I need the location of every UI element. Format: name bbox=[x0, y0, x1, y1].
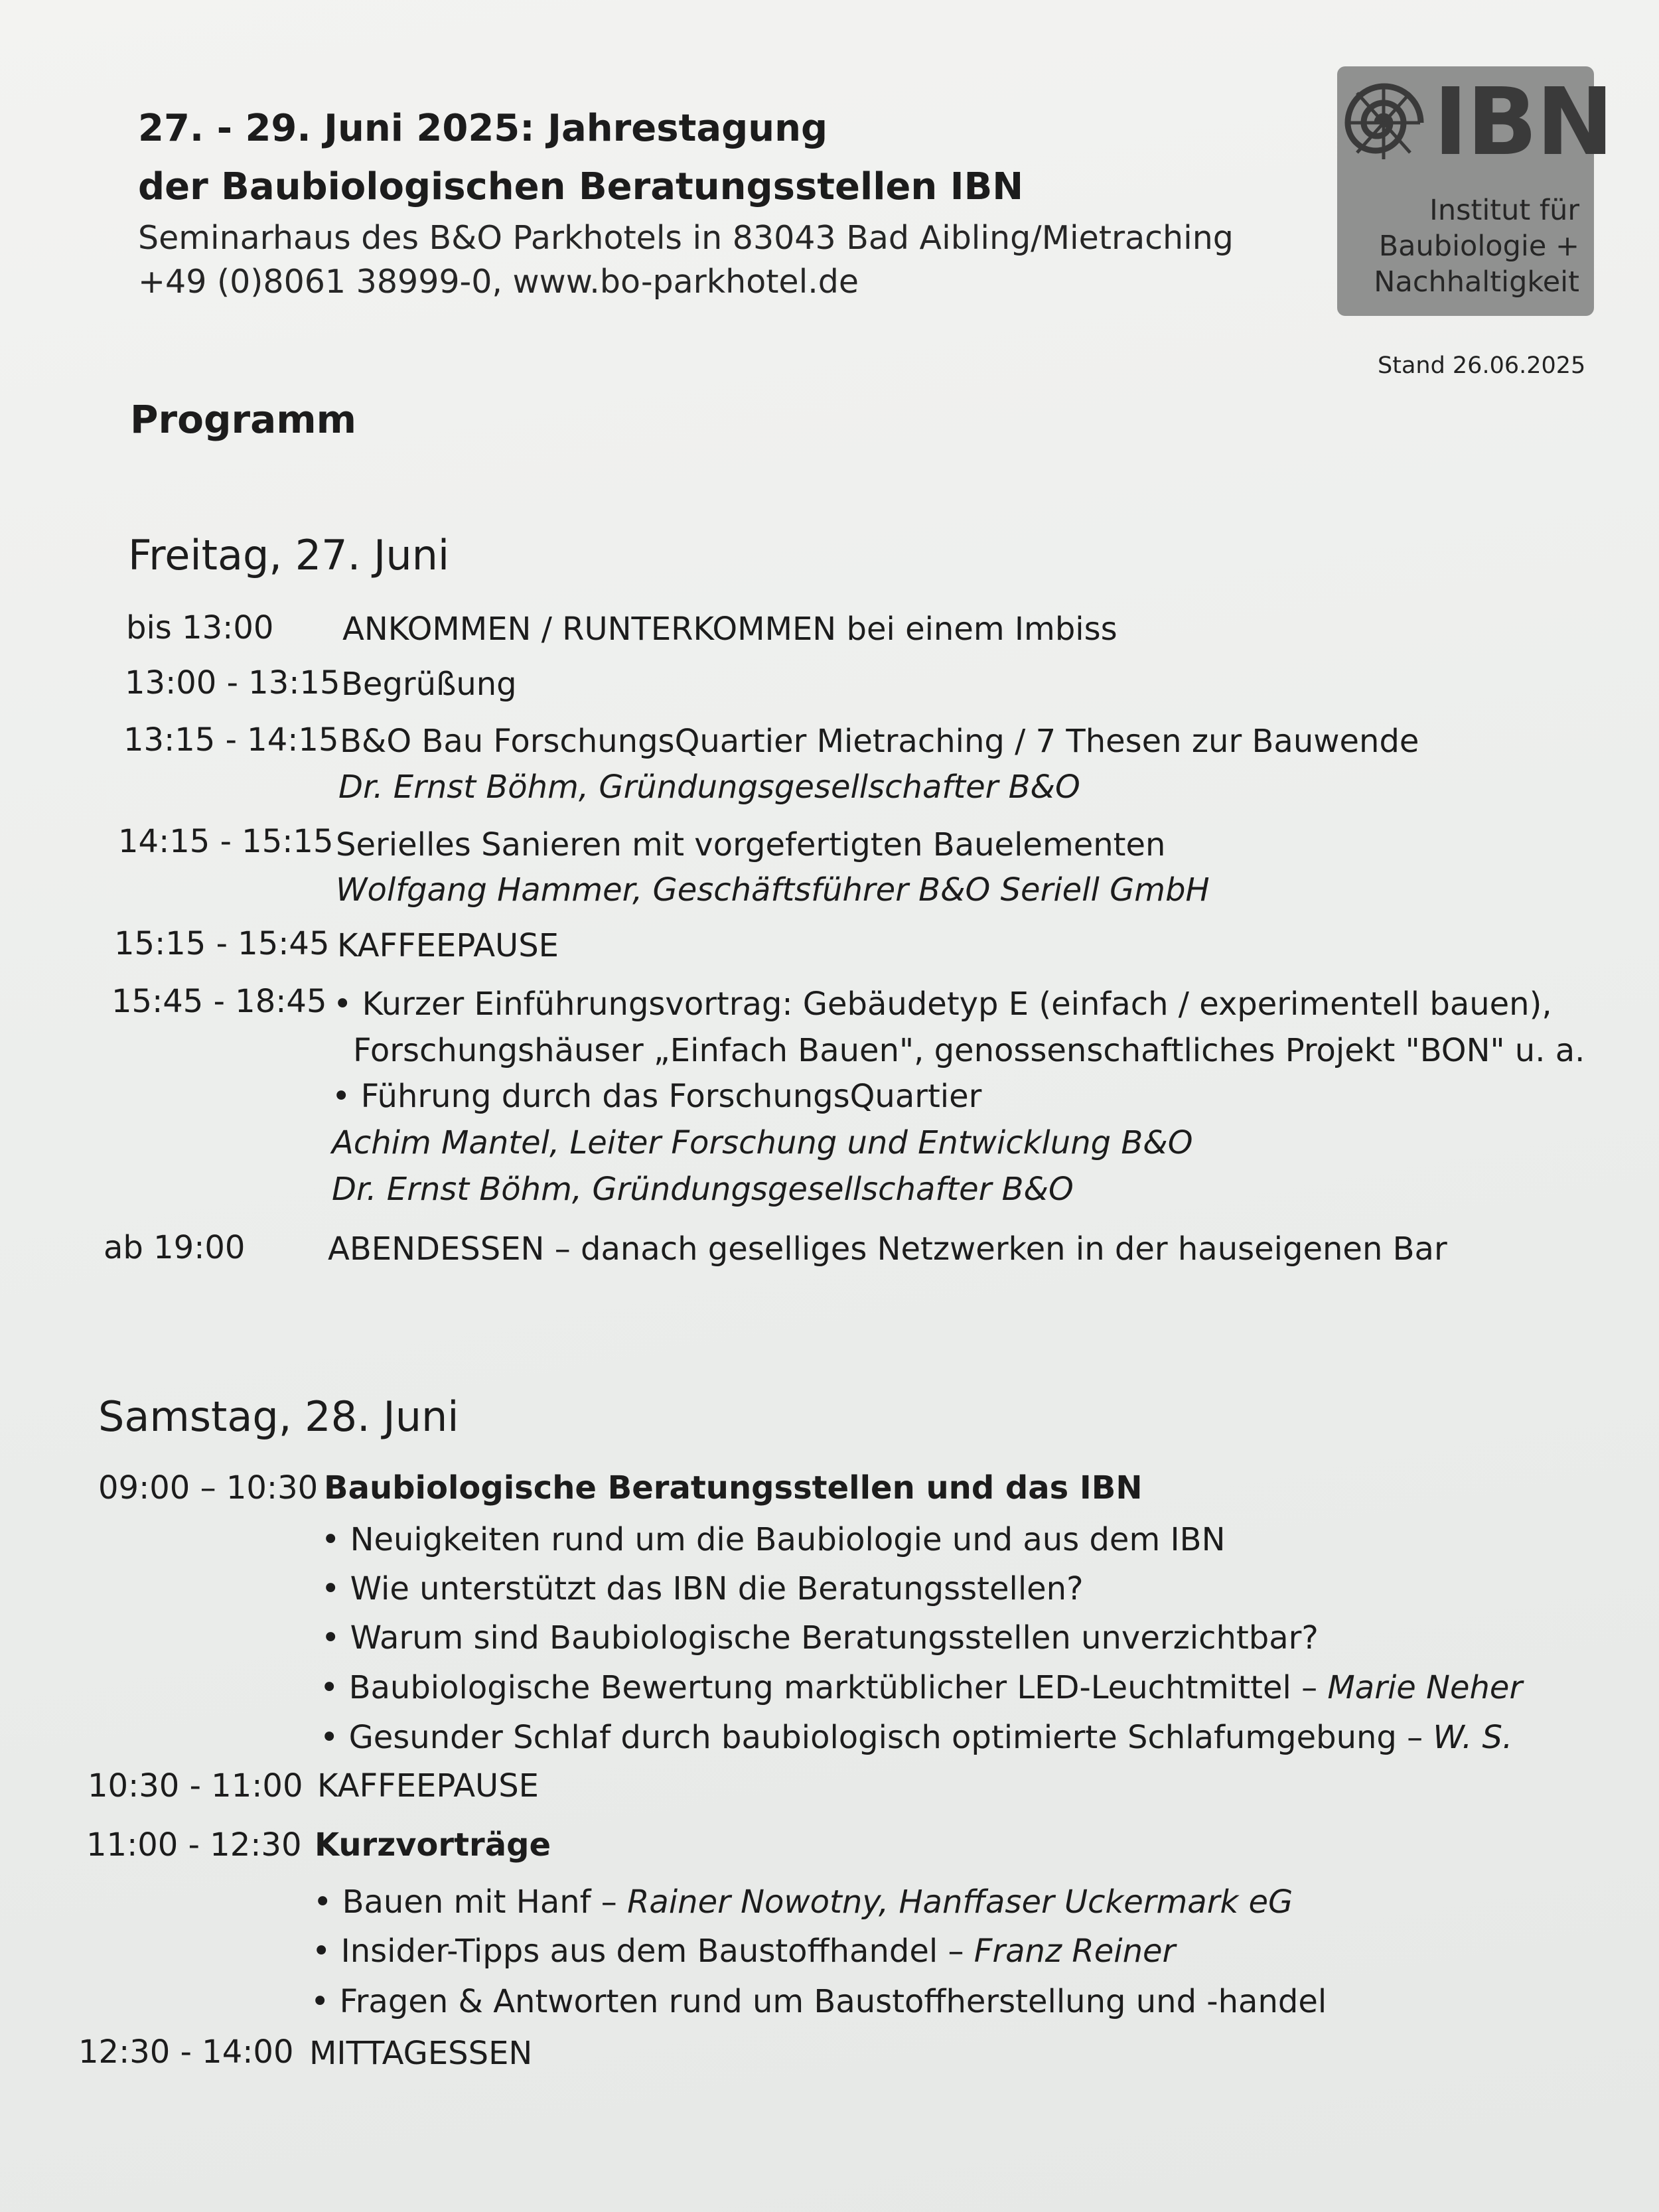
programm-heading: Programm bbox=[130, 397, 357, 442]
bullet-item: • Wie unterstützt das IBN die Beratungsstellen? bbox=[321, 1570, 1084, 1607]
speaker-name: Franz Reiner bbox=[974, 1933, 1176, 1970]
bullet-text: • Gesunder Schlaf durch baubiologisch optimierte Schlafumgebung – bbox=[320, 1719, 1433, 1756]
logo-subtitle-line2: Baubiologie + bbox=[1378, 230, 1579, 263]
bullet-item bbox=[313, 1883, 1293, 1921]
schedule-time: 09:00 – 10:30 bbox=[98, 1469, 319, 1507]
logo-subtitle-line1: Institut für bbox=[1429, 194, 1579, 227]
event-title-line2: der Baubiologischen Beratungsstellen IBN bbox=[138, 165, 1024, 208]
schedule-entry: ANKOMMEN / RUNTERKOMMEN bei einem Imbiss bbox=[342, 611, 1118, 648]
schedule-entry: KAFFEEPAUSE bbox=[337, 927, 559, 964]
session-title: Kurzvorträge bbox=[315, 1826, 551, 1864]
speaker-name: Rainer Nowotny, Hanffaser Uckermark eG bbox=[627, 1883, 1293, 1921]
logo-subtitle bbox=[1374, 192, 1579, 300]
schedule-time: 10:30 - 11:00 bbox=[88, 1767, 303, 1805]
schedule-entry: Begrüßung bbox=[341, 666, 517, 703]
schedule-time: bis 13:00 bbox=[126, 609, 274, 646]
bullet-item bbox=[320, 1719, 1512, 1756]
logo-subtitle-line3: Nachhaltigkeit bbox=[1374, 265, 1579, 299]
speaker-line: Wolfgang Hammer, Geschäftsführer B&O Seriell GmbH bbox=[336, 871, 1210, 909]
speaker-name: Marie Neher bbox=[1327, 1669, 1523, 1706]
schedule-time: 13:15 - 14:15 bbox=[123, 721, 339, 759]
bullet-item bbox=[320, 1669, 1522, 1706]
session-title: Baubiologische Beratungsstellen und das IBN bbox=[324, 1469, 1143, 1507]
schedule-entry: Forschungshäuser „Einfach Bauen", genossenschaftliches Projekt "BON" u. a. bbox=[353, 1032, 1585, 1069]
ibn-logo bbox=[1337, 66, 1613, 316]
schedule-time: 13:00 - 13:15 bbox=[125, 664, 340, 701]
schedule-entry: • Kurzer Einführungsvortrag: Gebäudetyp E (einfach / experimentell bauen), bbox=[333, 986, 1552, 1023]
bullet-text: • Baubiologische Bewertung marktüblicher LED-Leuchtmittel – bbox=[320, 1669, 1328, 1706]
document-header bbox=[138, 100, 1299, 304]
bullet-text: • Bauen mit Hanf – bbox=[313, 1883, 628, 1921]
schedule-entry: B&O Bau ForschungsQuartier Mietraching / 7 Thesen zur Bauwende bbox=[340, 723, 1419, 760]
schedule-time: 15:15 - 15:45 bbox=[114, 925, 330, 962]
bullet-item bbox=[312, 1933, 1175, 1970]
saturday-heading: Samstag, 28. Juni bbox=[98, 1392, 459, 1441]
friday-heading: Freitag, 27. Juni bbox=[128, 531, 450, 579]
schedule-time: 15:45 - 18:45 bbox=[111, 983, 327, 1020]
version-date: Stand 26.06.2025 bbox=[1378, 352, 1586, 379]
bullet-item: • Neuigkeiten rund um die Baubiologie und aus dem IBN bbox=[321, 1521, 1226, 1558]
bullet-item: • Warum sind Baubiologische Beratungsstellen unverzichtbar? bbox=[321, 1619, 1319, 1657]
schedule-entry: • Führung durch das ForschungsQuartier bbox=[332, 1078, 982, 1115]
nautilus-shell-icon bbox=[1337, 73, 1427, 173]
schedule-entry: MITTAGESSEN bbox=[309, 2035, 533, 2072]
schedule-time: ab 19:00 bbox=[104, 1229, 246, 1266]
schedule-time: 12:30 - 14:00 bbox=[78, 2033, 294, 2071]
schedule-entry: KAFFEEPAUSE bbox=[317, 1767, 539, 1805]
schedule-time: 11:00 - 12:30 bbox=[86, 1826, 302, 1864]
schedule-entry: Serielles Sanieren mit vorgefertigten Bauelementen bbox=[336, 826, 1166, 863]
schedule-time: 14:15 - 15:15 bbox=[118, 823, 334, 860]
speaker-line: Achim Mantel, Leiter Forschung und Entwicklung B&O bbox=[332, 1124, 1193, 1161]
bullet-item: • Fragen & Antworten rund um Baustoffherstellung und -handel bbox=[311, 1983, 1327, 2020]
speaker-name: W. S. bbox=[1433, 1719, 1513, 1756]
speaker-line: Dr. Ernst Böhm, Gründungsgesellschafter B&O bbox=[338, 769, 1080, 806]
logo-abbreviation: IBN bbox=[1433, 68, 1613, 177]
event-title-line1: 27. - 29. Juni 2025: Jahrestagung bbox=[138, 107, 828, 150]
venue-line: Seminarhaus des B&O Parkhotels in 83043 Bad Aibling/Mietraching bbox=[138, 219, 1234, 257]
contact-line: +49 (0)8061 38999-0, www.bo-parkhotel.de bbox=[138, 263, 859, 301]
schedule-entry: ABENDESSEN – danach geselliges Netzwerken in der hauseigenen Bar bbox=[328, 1230, 1447, 1268]
speaker-line: Dr. Ernst Böhm, Gründungsgesellschafter B&O bbox=[332, 1171, 1074, 1208]
bullet-text: • Insider-Tipps aus dem Baustoffhandel – bbox=[312, 1933, 974, 1970]
